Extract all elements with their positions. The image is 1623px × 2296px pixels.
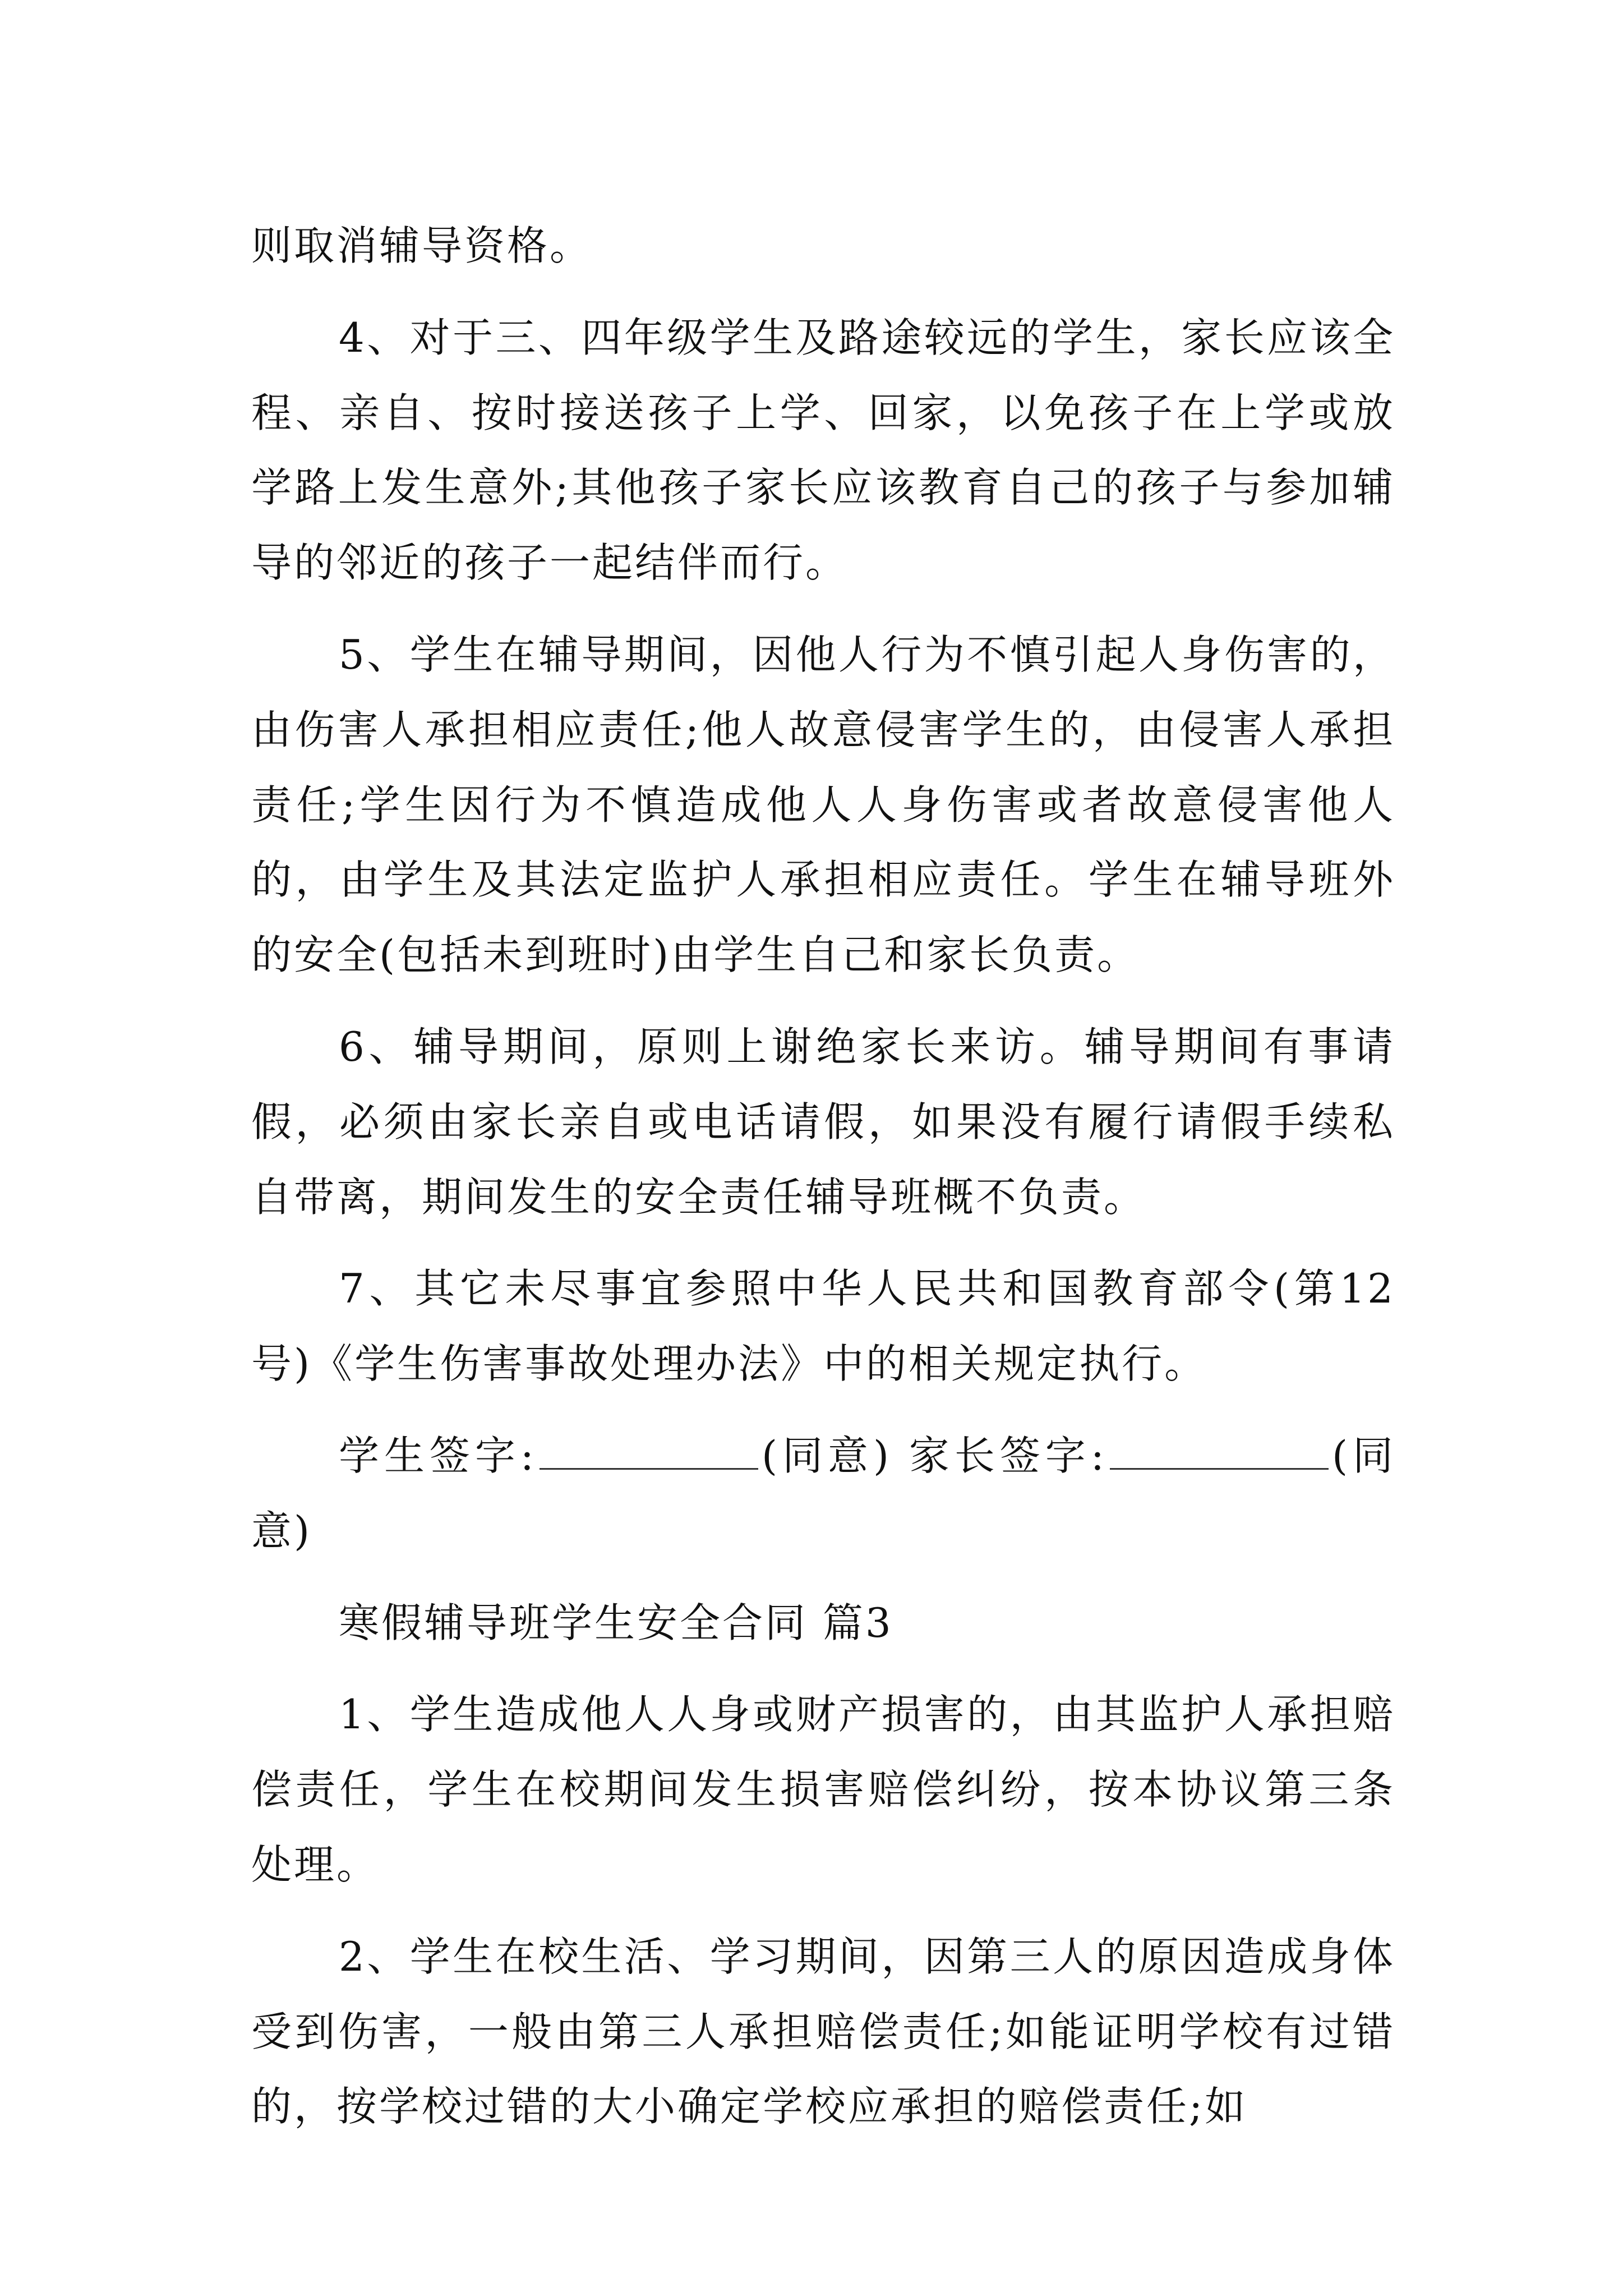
paragraph-item-6: 6、辅导期间，原则上谢绝家长来访。辅导期间有事请假，必须由家长亲自或电话请假，如果没有履行请假手续私自带离，期间发生的安全责任辅导班概不负责。 [251,1023,1395,1221]
paragraph-continuation: 则取消辅导资格。 [251,222,593,269]
paragraph-item-4: 4、对于三、四年级学生及路途较远的学生，家长应该全程、亲自、按时接送孩子上学、回家，以免孩子在上学或放学路上发生意外;其他孩子家长应该教育自己的孩子与参加辅导的邻近的孩子一起结伴而行。 [251,314,1395,587]
section3-item-2: 2、学生在校生活、学习期间，因第三人的原因造成身体受到伤害，一般由第三人承担赔偿责任;如能证明学校有过错的，按学校过错的大小确定学校应承担的赔偿责任;如 [251,1932,1395,2131]
document-body [251,209,1395,2161]
parent-signature-field[interactable] [1110,1435,1329,1470]
student-agree-text: (同意) [762,1432,892,1479]
paragraph-item-7: 7、其它未尽事宜参照中华人民共和国教育部令(第12号)《学生伤害事故处理办法》中的相关规定执行。 [251,1265,1395,1388]
section3-item-1: 1、学生造成他人人身或财产损害的，由其监护人承担赔偿责任，学生在校期间发生损害赔偿纠纷，按本协议第三条处理。 [251,1691,1395,1888]
parent-agree-text: (同意) [251,1432,1396,1554]
student-signature-label: 学生签字: [339,1432,537,1479]
signature-line [251,1419,1395,1569]
parent-signature-label: 家长签字: [909,1432,1106,1479]
section-heading: 寒假辅导班学生安全合同 篇3 [339,1599,893,1646]
paragraph-item-5: 5、学生在辅导期间，因他人行为不慎引起人身伤害的，由伤害人承担相应责任;他人故意侵害学生的，由侵害人承担责任;学生因行为不慎造成他人人身伤害或者故意侵害他人的，由学生及其法定监护人承担相应责任。学生在辅导班外的安全(包括未到班时)由学生自己和家长负责。 [251,631,1395,979]
student-signature-field[interactable] [540,1435,758,1470]
